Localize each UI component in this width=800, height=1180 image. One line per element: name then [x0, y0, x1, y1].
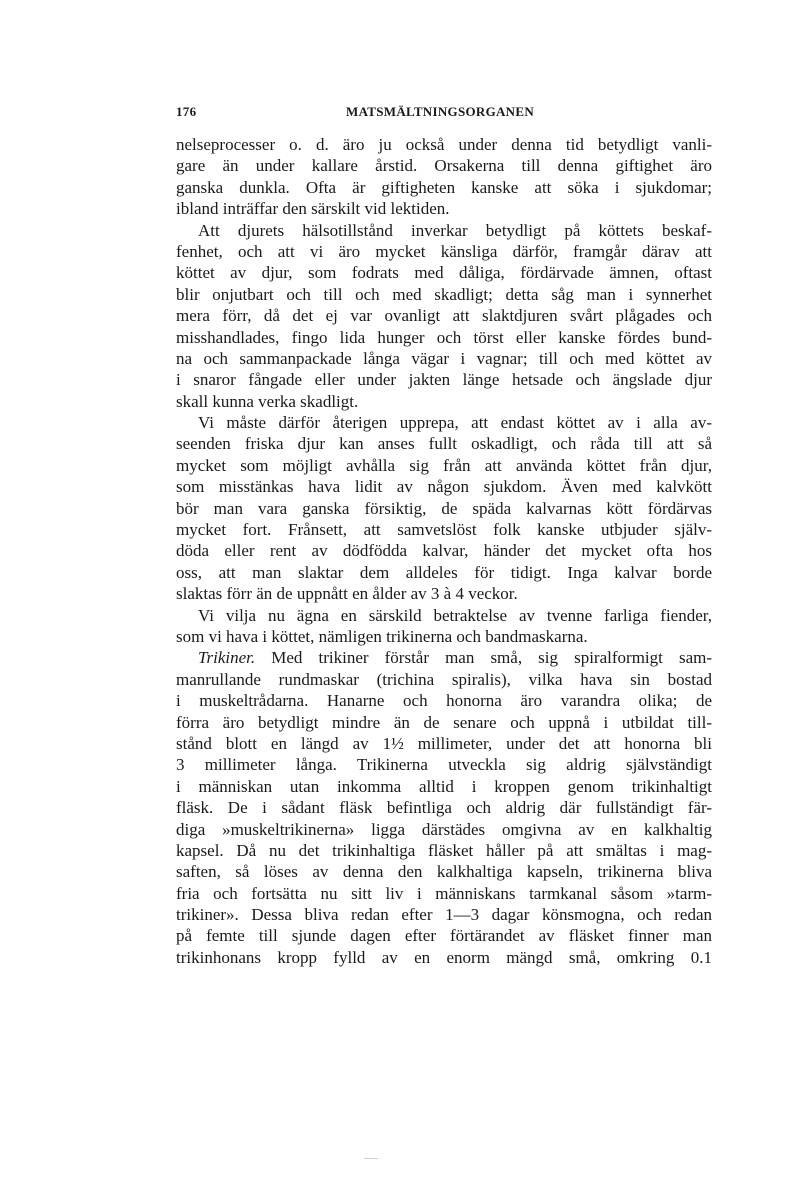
running-head: MATSMÄLTNINGSORGANEN	[346, 104, 535, 119]
text-line: förra äro betydligt mindre än de senare och uppnå i utbildat till-	[176, 712, 712, 732]
text-line: som vi hava i köttet, nämligen trikinerna och bandmaskarna.	[176, 626, 588, 646]
body-text	[176, 134, 712, 968]
text-line: fenhet, och att vi äro mycket känsliga därför, framgår därav att	[176, 241, 712, 261]
text-line: fläsk. De i sådant fläsk befintliga och aldrig där fullständigt fär-	[176, 798, 712, 818]
text-line: bör man vara ganska försiktig, de späda kalvarnas kött fördärvas	[176, 498, 712, 518]
text-line: mycket som möjligt avhålla sig från att använda köttet från djur,	[176, 455, 712, 475]
text-line: blir onjutbart och till och med skadligt; detta såg man i synnerhet	[176, 284, 712, 304]
text-line: fria och fortsätta nu sitt liv i människans tarmkanal såsom »tarm-	[176, 883, 712, 903]
paragraph-start-line	[176, 647, 712, 668]
text-line: mycket fort. Frånsett, att samvetslöst folk kanske utbjuder själv-	[176, 520, 712, 540]
text-line: trikiner». Dessa bliva redan efter 1—3 dagar könsmogna, och redan	[176, 905, 712, 925]
page-header	[176, 104, 712, 124]
paragraph-start-line: Att djurets hälsotillstånd inverkar betydligt på köttets beskaf-	[198, 220, 712, 240]
text-line: slaktas förr än de uppnått en ålder av 3 à 4 veckor.	[176, 584, 518, 604]
paragraph-start-line: Vi vilja nu ägna en särskild betraktelse av tvenne farliga fiender,	[198, 605, 712, 625]
text-line: stånd blott en längd av 1½ millimeter, under det att honorna bli	[176, 733, 712, 753]
text-line: kapsel. Då nu det trikinhaltiga fläsket håller på att smältas i mag-	[176, 840, 712, 860]
text-line: mera förr, då det ej var ovanligt att slaktdjuren svårt plågades och	[176, 306, 712, 326]
text-line: 3 millimeter långa. Trikinerna utveckla sig aldrig självständigt	[176, 755, 712, 775]
text-line: saften, så löses av denna den kalkhaltiga kapseln, trikinerna bliva	[176, 862, 712, 882]
text-line: gare än under kallare årstid. Orsakerna till denna giftighet äro	[176, 156, 712, 176]
text-line: på femte till sjunde dagen efter förtärandet av fläsket finner man	[176, 926, 712, 946]
text-line: skall kunna verka skadligt.	[176, 391, 359, 411]
text-line: oss, att man slaktar dem alldeles för tidigt. Inga kalvar borde	[176, 562, 712, 582]
text-line-rest: Med trikiner förstår man små, sig spiralformigt sam-	[271, 648, 712, 668]
text-line: diga »muskeltrikinerna» ligga därstädes omgivna av en kalkhaltig	[176, 819, 712, 839]
text-line: ganska dunkla. Ofta är giftigheten kanske att söka i sjukdomar;	[176, 177, 712, 197]
text-line: i snaror fångade eller under jakten länge hetsade och ängslade djur	[176, 370, 712, 390]
paragraph-start-line: Vi måste därför återigen upprepa, att endast köttet av i alla av-	[198, 413, 712, 433]
text-line: misshandlades, fingo lida hunger och törst eller kanske fördes bund-	[176, 327, 712, 347]
text-line: köttet av djur, som fodrats med dåliga, fördärvade ämnen, oftast	[176, 263, 712, 283]
text-line: nelseprocesser o. d. äro ju också under denna tid betydligt vanli-	[176, 135, 712, 154]
text-line: na och sammanpackade långa vägar i vagnar; till och med köttet av	[176, 348, 712, 368]
section-lead-trikiner: Trikiner.	[198, 648, 256, 668]
page-number: 176	[176, 104, 197, 119]
text-line: i människan utan inkomma alltid i kroppen genom trikinhaltigt	[176, 776, 712, 796]
text-line: ibland inträffar den särskilt vid lektiden.	[176, 199, 450, 219]
text-line: som misstänkas hava lidit av någon sjukdom. Även med kalvkött	[176, 477, 712, 497]
text-line: trikinhonans kropp fylld av en enorm mängd små, omkring 0.1	[176, 947, 712, 967]
page-bottom-mark	[364, 1158, 378, 1159]
text-line: döda eller rent av dödfödda kalvar, händer det mycket ofta hos	[176, 541, 712, 561]
text-line: i muskeltrådarna. Hanarne och honorna äro varandra olika; de	[176, 691, 712, 711]
text-line: manrullande rundmaskar (trichina spiralis), vilka hava sin bostad	[176, 669, 712, 689]
text-line: seenden friska djur kan anses fullt oskadligt, och råda till att så	[176, 434, 712, 454]
